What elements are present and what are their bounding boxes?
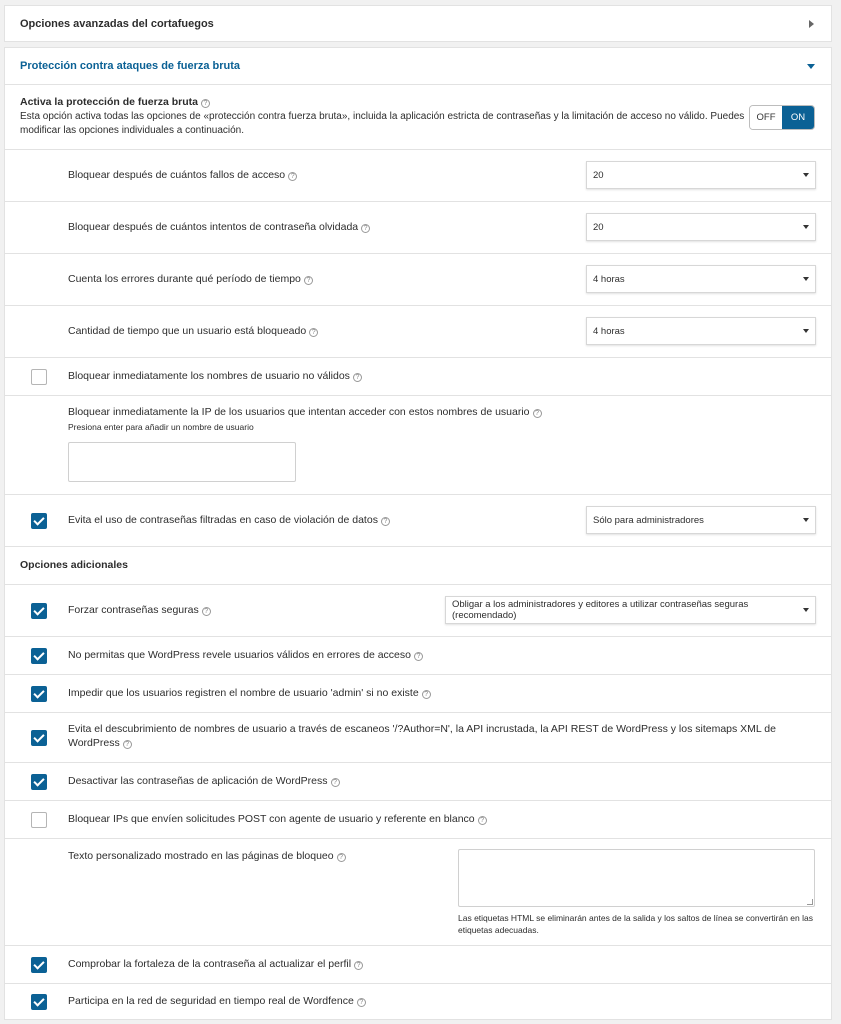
enforce-strong-select[interactable]	[445, 596, 816, 624]
chevron-down-icon	[803, 173, 809, 177]
forgot-password-select[interactable]	[586, 213, 816, 241]
chevron-down-icon	[803, 518, 809, 522]
help-icon[interactable]: ?	[533, 409, 542, 418]
block-blank-ua-label: Bloquear IPs que envíen solicitudes POST con agente de usuario y referente en blanco ?	[68, 812, 487, 827]
enable-brute-force-row	[5, 84, 831, 149]
custom-block-text-input[interactable]	[458, 849, 815, 907]
leaked-passwords-select[interactable]	[586, 506, 816, 534]
forgot-password-label: Bloquear después de cuántos intentos de contraseña olvidada ?	[68, 220, 370, 235]
check-password-strength-checkbox[interactable]	[31, 957, 47, 973]
block-ip-usernames-label: Bloquear inmediatamente la IP de los usuarios que intentan acceder con estos nombres de usuario ?	[68, 405, 542, 420]
prevent-user-discovery-row	[5, 712, 831, 762]
brute-force-title: Protección contra ataques de fuerza bruta	[20, 60, 241, 72]
prevent-user-discovery-label-line2: WordPress ?	[68, 736, 132, 751]
leaked-passwords-value: Sólo para administradores	[593, 514, 704, 526]
block-admin-registration-row	[5, 674, 831, 712]
toggle-on-option[interactable]: ON	[782, 106, 814, 129]
block-blank-ua-row	[5, 800, 831, 838]
check-password-strength-row	[5, 945, 831, 983]
help-icon[interactable]: ?	[353, 373, 362, 382]
block-admin-registration-checkbox[interactable]	[31, 686, 47, 702]
caret-down-icon[interactable]	[807, 64, 815, 69]
invalid-usernames-row	[5, 357, 831, 395]
leaked-passwords-checkbox[interactable]	[31, 513, 47, 529]
help-icon[interactable]: ?	[381, 517, 390, 526]
enable-brute-force-description: Esta opción activa todas las opciones de «protección contra fuerza bruta», incluida la aplicación estricta de contraseñas y la limitación de acceso no válido. Puedes modificar las opciones individuales a continuación.	[20, 111, 745, 136]
brute-force-panel	[4, 47, 832, 1020]
caret-right-icon[interactable]	[809, 20, 814, 28]
enforce-strong-label: Forzar contraseñas seguras ?	[68, 603, 211, 618]
hide-valid-users-label: No permitas que WordPress revele usuarios válidos en errores de acceso ?	[68, 648, 423, 663]
login-failures-row	[5, 149, 831, 201]
brute-force-header[interactable]	[5, 48, 831, 84]
hide-valid-users-checkbox[interactable]	[31, 648, 47, 664]
enforce-strong-row	[5, 584, 831, 636]
chevron-down-icon	[803, 225, 809, 229]
help-icon[interactable]: ?	[304, 276, 313, 285]
help-icon[interactable]: ?	[309, 328, 318, 337]
count-period-select[interactable]	[586, 265, 816, 293]
leaked-passwords-label: Evita el uso de contraseñas filtradas en caso de violación de datos ?	[68, 513, 390, 528]
help-icon[interactable]: ?	[478, 816, 487, 825]
disable-app-passwords-label: Desactivar las contraseñas de aplicación de WordPress ?	[68, 774, 340, 789]
help-icon[interactable]: ?	[354, 961, 363, 970]
lockout-duration-label: Cantidad de tiempo que un usuario está bloqueado ?	[68, 324, 318, 339]
additional-options-title: Opciones adicionales	[20, 559, 128, 571]
lockout-duration-select[interactable]	[586, 317, 816, 345]
check-password-strength-label: Comprobar la fortaleza de la contraseña al actualizar el perfil ?	[68, 957, 363, 972]
help-icon[interactable]: ?	[414, 652, 423, 661]
count-period-value: 4 horas	[593, 273, 625, 285]
help-icon[interactable]: ?	[288, 172, 297, 181]
forgot-password-row	[5, 201, 831, 253]
chevron-down-icon	[803, 277, 809, 281]
custom-block-text-note: Las etiquetas HTML se eliminarán antes de la salida y los saltos de línea se convertirán en las etiquetas adecuadas.	[458, 913, 813, 935]
login-failures-select[interactable]	[586, 161, 816, 189]
lockout-duration-value: 4 horas	[593, 325, 625, 337]
custom-block-text-row	[5, 838, 831, 945]
help-icon[interactable]: ?	[422, 690, 431, 699]
realtime-network-row	[5, 983, 831, 1019]
lockout-duration-row	[5, 305, 831, 357]
advanced-firewall-header[interactable]	[5, 6, 831, 42]
count-period-row	[5, 253, 831, 305]
hide-valid-users-row	[5, 636, 831, 674]
resize-handle-icon[interactable]	[807, 899, 813, 905]
additional-options-row	[5, 546, 831, 584]
enforce-strong-value: Obligar a los administradores y editores a utilizar contraseñas seguras (recomendado)	[452, 599, 749, 621]
toggle-off-option[interactable]: OFF	[750, 106, 782, 129]
enable-brute-force-label: Activa la protección de fuerza bruta ?	[20, 95, 210, 110]
block-admin-registration-label: Impedir que los usuarios registren el nombre de usuario 'admin' si no existe ?	[68, 686, 431, 701]
prevent-user-discovery-label-line1: Evita el descubrimiento de nombres de usuario a través de escaneos '/?Author=N', la API incrustada, la API REST de WordPress y los sitemaps XML de	[68, 723, 776, 735]
block-blank-ua-checkbox[interactable]	[31, 812, 47, 828]
block-ip-usernames-hint: Presiona enter para añadir un nombre de usuario	[68, 422, 254, 432]
block-ip-usernames-input[interactable]	[68, 442, 296, 482]
forgot-password-value: 20	[593, 221, 604, 233]
advanced-firewall-panel	[4, 5, 832, 42]
enable-brute-force-toggle[interactable]	[749, 105, 815, 130]
invalid-usernames-checkbox[interactable]	[31, 369, 47, 385]
realtime-network-checkbox[interactable]	[31, 994, 47, 1010]
help-icon[interactable]: ?	[337, 853, 346, 862]
help-icon[interactable]: ?	[331, 778, 340, 787]
help-icon[interactable]: ?	[123, 740, 132, 749]
custom-block-text-label: Texto personalizado mostrado en las páginas de bloqueo ?	[68, 849, 346, 864]
chevron-down-icon	[803, 608, 809, 612]
disable-app-passwords-row	[5, 762, 831, 800]
realtime-network-label: Participa en la red de seguridad en tiempo real de Wordfence ?	[68, 994, 366, 1009]
invalid-usernames-label: Bloquear inmediatamente los nombres de usuario no válidos ?	[68, 369, 362, 384]
leaked-passwords-row	[5, 494, 831, 546]
disable-app-passwords-checkbox[interactable]	[31, 774, 47, 790]
advanced-firewall-title: Opciones avanzadas del cortafuegos	[20, 18, 214, 30]
help-icon[interactable]: ?	[201, 99, 210, 108]
help-icon[interactable]: ?	[361, 224, 370, 233]
chevron-down-icon	[803, 329, 809, 333]
enforce-strong-checkbox[interactable]	[31, 603, 47, 619]
login-failures-label: Bloquear después de cuántos fallos de acceso ?	[68, 168, 297, 183]
count-period-label: Cuenta los errores durante qué período de tiempo ?	[68, 272, 313, 287]
login-failures-value: 20	[593, 169, 604, 181]
prevent-user-discovery-checkbox[interactable]	[31, 730, 47, 746]
help-icon[interactable]: ?	[357, 998, 366, 1007]
help-icon[interactable]: ?	[202, 607, 211, 616]
block-ip-usernames-row	[5, 395, 831, 494]
